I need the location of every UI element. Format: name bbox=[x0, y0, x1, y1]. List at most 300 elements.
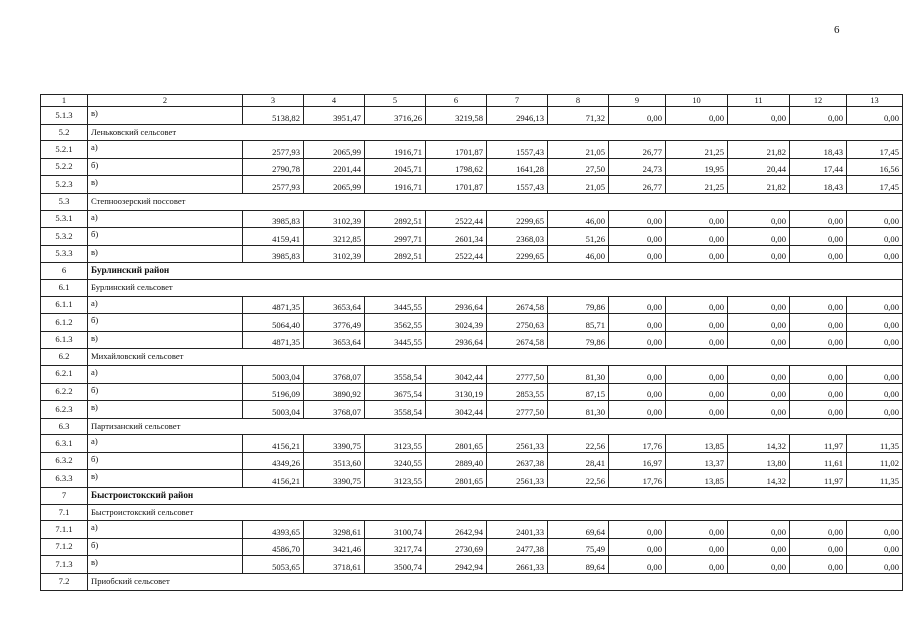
value-cell: 2853,55 bbox=[487, 383, 548, 401]
value-cell: 2065,99 bbox=[304, 176, 365, 194]
value-cell: 0,00 bbox=[728, 107, 790, 125]
value-cell: 3718,61 bbox=[304, 556, 365, 574]
value-cell: 2637,38 bbox=[487, 452, 548, 470]
value-cell: 2299,65 bbox=[487, 210, 548, 228]
table-row bbox=[41, 107, 903, 125]
value-cell: 2777,50 bbox=[487, 365, 548, 383]
value-cell: 0,00 bbox=[847, 383, 903, 401]
value-cell: 2946,13 bbox=[487, 107, 548, 125]
district-row bbox=[41, 488, 903, 505]
row-label: а) bbox=[88, 210, 243, 228]
section-title: Степноозерский поссовет bbox=[88, 193, 903, 210]
value-cell: 2801,65 bbox=[426, 435, 487, 453]
value-cell: 3123,55 bbox=[365, 435, 426, 453]
row-label: в) bbox=[88, 107, 243, 125]
value-cell: 1701,87 bbox=[426, 176, 487, 194]
value-cell: 3421,46 bbox=[304, 538, 365, 556]
row-code: 5.1.3 bbox=[41, 107, 88, 125]
value-cell: 0,00 bbox=[609, 538, 666, 556]
value-cell: 21,25 bbox=[666, 141, 728, 159]
value-cell: 0,00 bbox=[666, 556, 728, 574]
section-row bbox=[41, 574, 903, 591]
value-cell: 0,00 bbox=[728, 401, 790, 419]
value-cell: 22,56 bbox=[548, 470, 609, 488]
value-cell: 0,00 bbox=[847, 107, 903, 125]
value-cell: 0,00 bbox=[609, 228, 666, 246]
value-cell: 2477,38 bbox=[487, 538, 548, 556]
header-cell: 5 bbox=[365, 95, 426, 107]
value-cell: 0,00 bbox=[609, 401, 666, 419]
value-cell: 3675,54 bbox=[365, 383, 426, 401]
value-cell: 16,97 bbox=[609, 452, 666, 470]
value-cell: 2892,51 bbox=[365, 245, 426, 263]
value-cell: 18,43 bbox=[790, 141, 847, 159]
row-label: в) bbox=[88, 331, 243, 349]
value-cell: 0,00 bbox=[847, 556, 903, 574]
value-cell: 0,00 bbox=[847, 331, 903, 349]
row-code: 5.2 bbox=[41, 124, 88, 141]
value-cell: 2642,94 bbox=[426, 521, 487, 539]
value-cell: 3042,44 bbox=[426, 401, 487, 419]
value-cell: 2889,40 bbox=[426, 452, 487, 470]
value-cell: 0,00 bbox=[790, 107, 847, 125]
value-cell: 0,00 bbox=[666, 401, 728, 419]
value-cell: 1916,71 bbox=[365, 176, 426, 194]
value-cell: 2601,34 bbox=[426, 228, 487, 246]
district-title: Бурлинский район bbox=[88, 263, 903, 280]
value-cell: 2674,58 bbox=[487, 296, 548, 314]
header-cell: 13 bbox=[847, 95, 903, 107]
table-row bbox=[41, 158, 903, 176]
value-cell: 1701,87 bbox=[426, 141, 487, 159]
value-cell: 2997,71 bbox=[365, 228, 426, 246]
row-code: 6.3 bbox=[41, 418, 88, 435]
row-code: 5.2.3 bbox=[41, 176, 88, 194]
value-cell: 5064,40 bbox=[243, 314, 304, 332]
value-cell: 17,44 bbox=[790, 158, 847, 176]
value-cell: 3562,55 bbox=[365, 314, 426, 332]
value-cell: 27,50 bbox=[548, 158, 609, 176]
value-cell: 0,00 bbox=[790, 383, 847, 401]
value-cell: 3390,75 bbox=[304, 470, 365, 488]
value-cell: 81,30 bbox=[548, 401, 609, 419]
table-row bbox=[41, 365, 903, 383]
value-cell: 0,00 bbox=[609, 296, 666, 314]
table-row bbox=[41, 401, 903, 419]
value-cell: 79,86 bbox=[548, 296, 609, 314]
value-cell: 0,00 bbox=[847, 365, 903, 383]
value-cell: 11,97 bbox=[790, 470, 847, 488]
row-code: 6.3.2 bbox=[41, 452, 88, 470]
value-cell: 19,95 bbox=[666, 158, 728, 176]
row-label: а) bbox=[88, 435, 243, 453]
row-code: 7.1.3 bbox=[41, 556, 88, 574]
value-cell: 2674,58 bbox=[487, 331, 548, 349]
value-cell: 0,00 bbox=[609, 521, 666, 539]
header-cell: 6 bbox=[426, 95, 487, 107]
section-title: Партизанский сельсовет bbox=[88, 418, 903, 435]
table-row bbox=[41, 452, 903, 470]
value-cell: 3042,44 bbox=[426, 365, 487, 383]
value-cell: 28,41 bbox=[548, 452, 609, 470]
header-cell: 3 bbox=[243, 95, 304, 107]
row-label: б) bbox=[88, 452, 243, 470]
value-cell: 0,00 bbox=[666, 107, 728, 125]
value-cell: 0,00 bbox=[666, 296, 728, 314]
value-cell: 18,43 bbox=[790, 176, 847, 194]
value-cell: 2730,69 bbox=[426, 538, 487, 556]
header-cell: 2 bbox=[88, 95, 243, 107]
value-cell: 2661,33 bbox=[487, 556, 548, 574]
value-cell: 89,64 bbox=[548, 556, 609, 574]
value-cell: 2201,44 bbox=[304, 158, 365, 176]
value-cell: 21,05 bbox=[548, 141, 609, 159]
row-code: 6.2.1 bbox=[41, 365, 88, 383]
value-cell: 0,00 bbox=[847, 538, 903, 556]
value-cell: 3100,74 bbox=[365, 521, 426, 539]
row-code: 7.1 bbox=[41, 504, 88, 521]
value-cell: 22,56 bbox=[548, 435, 609, 453]
value-cell: 0,00 bbox=[666, 521, 728, 539]
value-cell: 0,00 bbox=[609, 107, 666, 125]
header-cell: 9 bbox=[609, 95, 666, 107]
section-title: Приобский сельсовет bbox=[88, 574, 903, 591]
value-cell: 0,00 bbox=[609, 314, 666, 332]
value-cell: 2401,33 bbox=[487, 521, 548, 539]
value-cell: 0,00 bbox=[609, 383, 666, 401]
value-cell: 21,82 bbox=[728, 176, 790, 194]
value-cell: 5138,82 bbox=[243, 107, 304, 125]
value-cell: 20,44 bbox=[728, 158, 790, 176]
value-cell: 0,00 bbox=[666, 365, 728, 383]
row-code: 6.1.2 bbox=[41, 314, 88, 332]
table-row bbox=[41, 245, 903, 263]
district-row bbox=[41, 263, 903, 280]
value-cell: 0,00 bbox=[728, 383, 790, 401]
value-cell: 0,00 bbox=[847, 521, 903, 539]
value-cell: 3985,83 bbox=[243, 245, 304, 263]
value-cell: 0,00 bbox=[728, 210, 790, 228]
table-row bbox=[41, 538, 903, 556]
value-cell: 3102,39 bbox=[304, 245, 365, 263]
section-title: Бурлинский сельсовет bbox=[88, 279, 903, 296]
section-row bbox=[41, 124, 903, 141]
row-code: 6.3.1 bbox=[41, 435, 88, 453]
value-cell: 4349,26 bbox=[243, 452, 304, 470]
header-cell: 7 bbox=[487, 95, 548, 107]
row-label: а) bbox=[88, 365, 243, 383]
value-cell: 11,61 bbox=[790, 452, 847, 470]
value-cell: 4871,35 bbox=[243, 296, 304, 314]
table-row bbox=[41, 210, 903, 228]
value-cell: 0,00 bbox=[790, 365, 847, 383]
value-cell: 11,97 bbox=[790, 435, 847, 453]
value-cell: 0,00 bbox=[790, 228, 847, 246]
table-row bbox=[41, 331, 903, 349]
value-cell: 3653,64 bbox=[304, 331, 365, 349]
value-cell: 2561,33 bbox=[487, 470, 548, 488]
row-code: 6.1.1 bbox=[41, 296, 88, 314]
value-cell: 3445,55 bbox=[365, 331, 426, 349]
value-cell: 1557,43 bbox=[487, 141, 548, 159]
section-title: Михайловский сельсовет bbox=[88, 349, 903, 366]
table-row bbox=[41, 228, 903, 246]
value-cell: 14,32 bbox=[728, 435, 790, 453]
value-cell: 24,73 bbox=[609, 158, 666, 176]
value-cell: 0,00 bbox=[666, 383, 728, 401]
value-cell: 0,00 bbox=[790, 331, 847, 349]
value-cell: 3768,07 bbox=[304, 401, 365, 419]
value-cell: 81,30 bbox=[548, 365, 609, 383]
value-cell: 0,00 bbox=[666, 228, 728, 246]
value-cell: 69,64 bbox=[548, 521, 609, 539]
section-row bbox=[41, 418, 903, 435]
row-code: 6.1.3 bbox=[41, 331, 88, 349]
table-body bbox=[41, 95, 903, 591]
value-cell: 5196,09 bbox=[243, 383, 304, 401]
value-cell: 21,05 bbox=[548, 176, 609, 194]
value-cell: 1798,62 bbox=[426, 158, 487, 176]
value-cell: 0,00 bbox=[847, 296, 903, 314]
value-cell: 11,35 bbox=[847, 435, 903, 453]
value-cell: 0,00 bbox=[728, 228, 790, 246]
row-code: 5.3 bbox=[41, 193, 88, 210]
header-cell: 1 bbox=[41, 95, 88, 107]
value-cell: 2577,93 bbox=[243, 176, 304, 194]
section-row bbox=[41, 279, 903, 296]
row-label: в) bbox=[88, 245, 243, 263]
value-cell: 0,00 bbox=[790, 296, 847, 314]
value-cell: 2936,64 bbox=[426, 331, 487, 349]
page-number: 6 bbox=[834, 24, 840, 36]
value-cell: 75,49 bbox=[548, 538, 609, 556]
value-cell: 21,82 bbox=[728, 141, 790, 159]
value-cell: 46,00 bbox=[548, 245, 609, 263]
value-cell: 2942,94 bbox=[426, 556, 487, 574]
row-code: 7.2 bbox=[41, 574, 88, 591]
section-title: Леньковский сельсовет bbox=[88, 124, 903, 141]
table-row bbox=[41, 383, 903, 401]
row-code: 6.2.2 bbox=[41, 383, 88, 401]
value-cell: 3500,74 bbox=[365, 556, 426, 574]
section-row bbox=[41, 349, 903, 366]
section-title: Быстроистокский сельсовет bbox=[88, 504, 903, 521]
value-cell: 0,00 bbox=[609, 331, 666, 349]
row-label: б) bbox=[88, 314, 243, 332]
value-cell: 3653,64 bbox=[304, 296, 365, 314]
value-cell: 0,00 bbox=[728, 314, 790, 332]
value-cell: 2045,71 bbox=[365, 158, 426, 176]
section-row bbox=[41, 193, 903, 210]
header-cell: 8 bbox=[548, 95, 609, 107]
value-cell: 14,32 bbox=[728, 470, 790, 488]
row-label: б) bbox=[88, 228, 243, 246]
value-cell: 13,80 bbox=[728, 452, 790, 470]
value-cell: 0,00 bbox=[666, 245, 728, 263]
row-code: 5.3.3 bbox=[41, 245, 88, 263]
value-cell: 2577,93 bbox=[243, 141, 304, 159]
district-title: Быстроистокский район bbox=[88, 488, 903, 505]
value-cell: 4586,70 bbox=[243, 538, 304, 556]
value-cell: 5003,04 bbox=[243, 365, 304, 383]
header-cell: 4 bbox=[304, 95, 365, 107]
value-cell: 0,00 bbox=[790, 401, 847, 419]
row-code: 6.2.3 bbox=[41, 401, 88, 419]
value-cell: 3024,39 bbox=[426, 314, 487, 332]
value-cell: 11,35 bbox=[847, 470, 903, 488]
value-cell: 4156,21 bbox=[243, 470, 304, 488]
value-cell: 2368,03 bbox=[487, 228, 548, 246]
table-row bbox=[41, 296, 903, 314]
value-cell: 4156,21 bbox=[243, 435, 304, 453]
value-cell: 3776,49 bbox=[304, 314, 365, 332]
value-cell: 4871,35 bbox=[243, 331, 304, 349]
value-cell: 1641,28 bbox=[487, 158, 548, 176]
value-cell: 2561,33 bbox=[487, 435, 548, 453]
row-label: б) bbox=[88, 383, 243, 401]
row-label: в) bbox=[88, 470, 243, 488]
value-cell: 0,00 bbox=[847, 210, 903, 228]
value-cell: 5053,65 bbox=[243, 556, 304, 574]
value-cell: 3558,54 bbox=[365, 401, 426, 419]
value-cell: 2522,44 bbox=[426, 245, 487, 263]
value-cell: 2750,63 bbox=[487, 314, 548, 332]
row-code: 7 bbox=[41, 488, 88, 505]
value-cell: 3123,55 bbox=[365, 470, 426, 488]
value-cell: 4159,41 bbox=[243, 228, 304, 246]
row-label: а) bbox=[88, 141, 243, 159]
value-cell: 3102,39 bbox=[304, 210, 365, 228]
row-code: 6 bbox=[41, 263, 88, 280]
value-cell: 3217,74 bbox=[365, 538, 426, 556]
value-cell: 3298,61 bbox=[304, 521, 365, 539]
value-cell: 0,00 bbox=[728, 521, 790, 539]
value-cell: 85,71 bbox=[548, 314, 609, 332]
value-cell: 3768,07 bbox=[304, 365, 365, 383]
value-cell: 2299,65 bbox=[487, 245, 548, 263]
value-cell: 17,76 bbox=[609, 470, 666, 488]
row-code: 6.1 bbox=[41, 279, 88, 296]
section-row bbox=[41, 504, 903, 521]
value-cell: 1916,71 bbox=[365, 141, 426, 159]
row-label: а) bbox=[88, 521, 243, 539]
value-cell: 0,00 bbox=[790, 245, 847, 263]
row-code: 6.3.3 bbox=[41, 470, 88, 488]
value-cell: 3240,55 bbox=[365, 452, 426, 470]
value-cell: 17,45 bbox=[847, 141, 903, 159]
value-cell: 3985,83 bbox=[243, 210, 304, 228]
value-cell: 0,00 bbox=[847, 401, 903, 419]
value-cell: 0,00 bbox=[609, 365, 666, 383]
value-cell: 0,00 bbox=[790, 314, 847, 332]
value-cell: 3130,19 bbox=[426, 383, 487, 401]
value-cell: 79,86 bbox=[548, 331, 609, 349]
row-code: 5.3.2 bbox=[41, 228, 88, 246]
value-cell: 3951,47 bbox=[304, 107, 365, 125]
value-cell: 3890,92 bbox=[304, 383, 365, 401]
value-cell: 2065,99 bbox=[304, 141, 365, 159]
row-label: в) bbox=[88, 401, 243, 419]
row-code: 5.2.1 bbox=[41, 141, 88, 159]
value-cell: 26,77 bbox=[609, 141, 666, 159]
value-cell: 0,00 bbox=[609, 210, 666, 228]
value-cell: 13,85 bbox=[666, 435, 728, 453]
value-cell: 1557,43 bbox=[487, 176, 548, 194]
table-row bbox=[41, 521, 903, 539]
value-cell: 3513,60 bbox=[304, 452, 365, 470]
value-cell: 46,00 bbox=[548, 210, 609, 228]
table-row bbox=[41, 435, 903, 453]
value-cell: 0,00 bbox=[847, 245, 903, 263]
header-cell: 12 bbox=[790, 95, 847, 107]
value-cell: 0,00 bbox=[728, 538, 790, 556]
value-cell: 13,37 bbox=[666, 452, 728, 470]
table-row bbox=[41, 314, 903, 332]
value-cell: 2790,78 bbox=[243, 158, 304, 176]
row-label: в) bbox=[88, 556, 243, 574]
value-cell: 0,00 bbox=[790, 210, 847, 228]
value-cell: 3558,54 bbox=[365, 365, 426, 383]
value-cell: 26,77 bbox=[609, 176, 666, 194]
row-code: 7.1.2 bbox=[41, 538, 88, 556]
value-cell: 0,00 bbox=[728, 365, 790, 383]
value-cell: 51,26 bbox=[548, 228, 609, 246]
value-cell: 0,00 bbox=[847, 228, 903, 246]
value-cell: 0,00 bbox=[666, 538, 728, 556]
value-cell: 0,00 bbox=[609, 556, 666, 574]
header-cell: 10 bbox=[666, 95, 728, 107]
value-cell: 0,00 bbox=[847, 314, 903, 332]
header-row bbox=[41, 95, 903, 107]
table-row bbox=[41, 470, 903, 488]
row-code: 5.2.2 bbox=[41, 158, 88, 176]
row-code: 7.1.1 bbox=[41, 521, 88, 539]
value-cell: 17,76 bbox=[609, 435, 666, 453]
table-row bbox=[41, 556, 903, 574]
row-label: б) bbox=[88, 158, 243, 176]
value-cell: 3716,26 bbox=[365, 107, 426, 125]
value-cell: 3212,85 bbox=[304, 228, 365, 246]
value-cell: 0,00 bbox=[666, 331, 728, 349]
value-cell: 5003,04 bbox=[243, 401, 304, 419]
value-cell: 21,25 bbox=[666, 176, 728, 194]
table-row bbox=[41, 141, 903, 159]
value-cell: 3219,58 bbox=[426, 107, 487, 125]
value-cell: 2892,51 bbox=[365, 210, 426, 228]
value-cell: 0,00 bbox=[666, 314, 728, 332]
table-row bbox=[41, 176, 903, 194]
value-cell: 87,15 bbox=[548, 383, 609, 401]
value-cell: 11,02 bbox=[847, 452, 903, 470]
value-cell: 0,00 bbox=[790, 538, 847, 556]
value-cell: 13,85 bbox=[666, 470, 728, 488]
value-cell: 0,00 bbox=[790, 556, 847, 574]
value-cell: 71,32 bbox=[548, 107, 609, 125]
value-cell: 4393,65 bbox=[243, 521, 304, 539]
row-code: 6.2 bbox=[41, 349, 88, 366]
value-cell: 0,00 bbox=[728, 331, 790, 349]
value-cell: 17,45 bbox=[847, 176, 903, 194]
row-label: а) bbox=[88, 296, 243, 314]
row-label: б) bbox=[88, 538, 243, 556]
value-cell: 2936,64 bbox=[426, 296, 487, 314]
row-label: в) bbox=[88, 176, 243, 194]
value-cell: 2801,65 bbox=[426, 470, 487, 488]
value-cell: 0,00 bbox=[728, 296, 790, 314]
value-cell: 0,00 bbox=[728, 245, 790, 263]
row-code: 5.3.1 bbox=[41, 210, 88, 228]
value-cell: 0,00 bbox=[728, 556, 790, 574]
